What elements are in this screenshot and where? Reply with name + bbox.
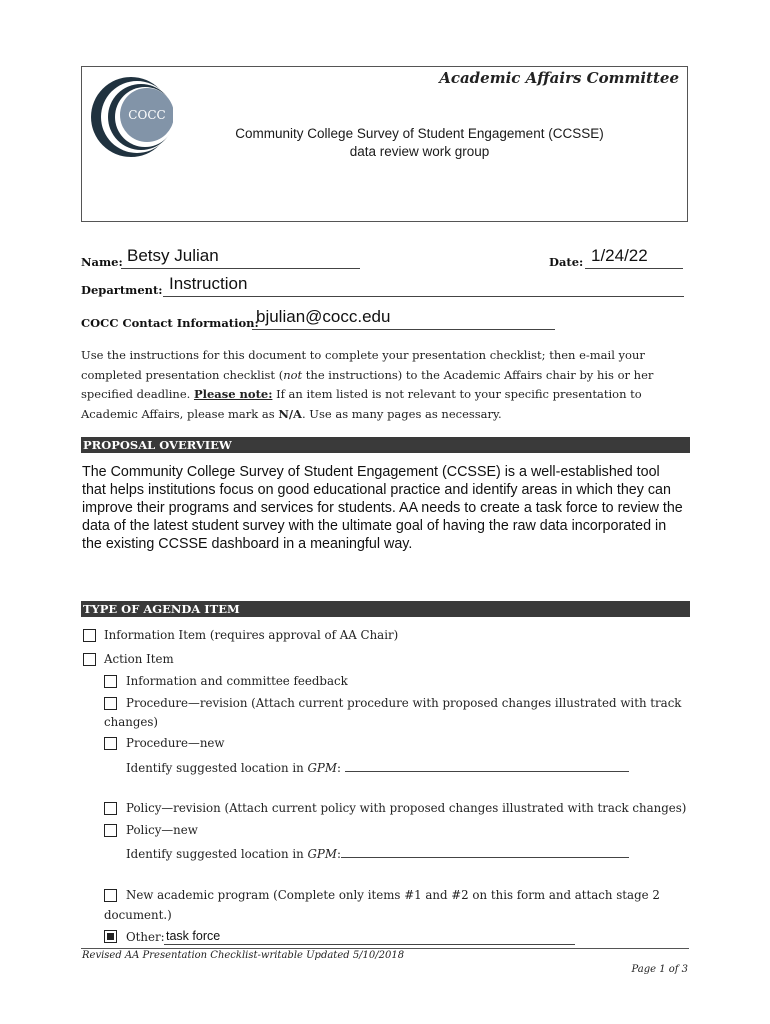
logo-text: COCC [128,108,166,122]
agenda-type-heading: TYPE OF AGENDA ITEM [81,601,690,617]
new-program-label: New academic program (Complete only items #1 and #2 on this form and attach stage 2 [126,888,660,902]
colon: : [336,847,341,861]
colon: : [336,761,341,775]
name-label: Name: [81,255,123,269]
policy-revision-label: Policy—revision (Attach current policy with proposed changes illustrated with track changes) [126,801,687,815]
department-field[interactable] [163,276,684,297]
instructions-part4: . Use as many pages as necessary. [301,406,502,421]
policy-location-label: Identify suggested location in [126,847,308,861]
instructions-part1: Use the instructions for this document to complete your presentation checklist; then e-mail your completed presentation checklist ( [81,348,645,382]
procedure-revision-label-cont: changes) [104,715,159,729]
action-item-label: Action Item [104,652,174,666]
instructions-part2: the instructions) to the Academic Affairs chair by his or her specified deadline. [81,367,654,401]
other-checkbox[interactable] [104,930,117,943]
proposal-overview-text[interactable]: The Community College Survey of Student Engagement (CCSSE) is a well-established tool that helps institutions focus on good educational practice and identify areas in which they can improve their programs and services for students. AA needs to create a task force to review the data of the latest student survey with the ultimate goal of having the raw data incorporated in the existing CCSSE dashboard in a meaningful way. [82,464,683,552]
instructions-part3: If an item listed is not relevant to your specific presentation to Academic Affairs, please mark as [81,387,642,421]
info-feedback-checkbox[interactable] [104,675,117,688]
name-value: Betsy Julian [127,246,219,265]
procedure-location-field[interactable] [345,759,629,772]
footer-divider [81,948,689,949]
date-label: Date: [549,255,584,269]
procedure-location-row [126,759,629,775]
proposal-overview-heading: PROPOSAL OVERVIEW [81,437,690,453]
procedure-location-label: Identify suggested location in [126,761,308,775]
new-program-checkbox[interactable] [104,889,117,902]
new-program-label-cont: document.) [104,908,172,922]
gpm-label: GPM [307,847,337,861]
policy-location-row [126,845,629,861]
information-item-checkbox[interactable] [83,629,96,642]
other-field[interactable] [164,928,575,945]
information-item-label: Information Item (requires approval of AA Chair) [104,628,399,642]
survey-title-line1: Community College Survey of Student Engagement (CCSSE) [235,126,604,141]
policy-location-field[interactable] [341,845,629,858]
action-item-checkbox[interactable] [83,653,96,666]
other-label: Other: [126,930,165,944]
department-label: Department: [81,283,163,297]
procedure-revision-label: Procedure—revision (Attach current procedure with proposed changes illustrated with track [126,696,682,710]
contact-label: COCC Contact Information: [81,316,259,330]
committee-title: Academic Affairs Committee [439,69,679,87]
procedure-revision-checkbox[interactable] [104,697,117,710]
date-value: 1/24/22 [591,246,648,265]
policy-new-checkbox[interactable] [104,824,117,837]
instructions-not: not [283,367,303,382]
cocc-logo [85,73,173,161]
other-value: task force [166,929,221,943]
contact-value: bjulian@cocc.edu [256,307,391,326]
info-feedback-label: Information and committee feedback [126,674,348,688]
page-number: Page 1 of 3 [631,964,688,975]
survey-title [172,125,667,161]
policy-revision-checkbox[interactable] [104,802,117,815]
contact-field[interactable] [252,309,555,330]
survey-title-line2: data review work group [349,144,490,159]
gpm-label: GPM [307,761,337,775]
date-field[interactable] [585,248,683,269]
na-marker: N/A [278,406,302,421]
instructions-paragraph [81,346,689,424]
procedure-new-checkbox[interactable] [104,737,117,750]
please-note: Please note: [193,387,273,401]
department-value: Instruction [169,274,248,293]
policy-new-label: Policy—new [126,823,198,837]
name-field[interactable] [121,248,360,269]
procedure-new-label: Procedure—new [126,736,225,750]
header-box [81,66,688,222]
footer-revision-note: Revised AA Presentation Checklist-writable Updated 5/10/2018 [82,950,405,961]
